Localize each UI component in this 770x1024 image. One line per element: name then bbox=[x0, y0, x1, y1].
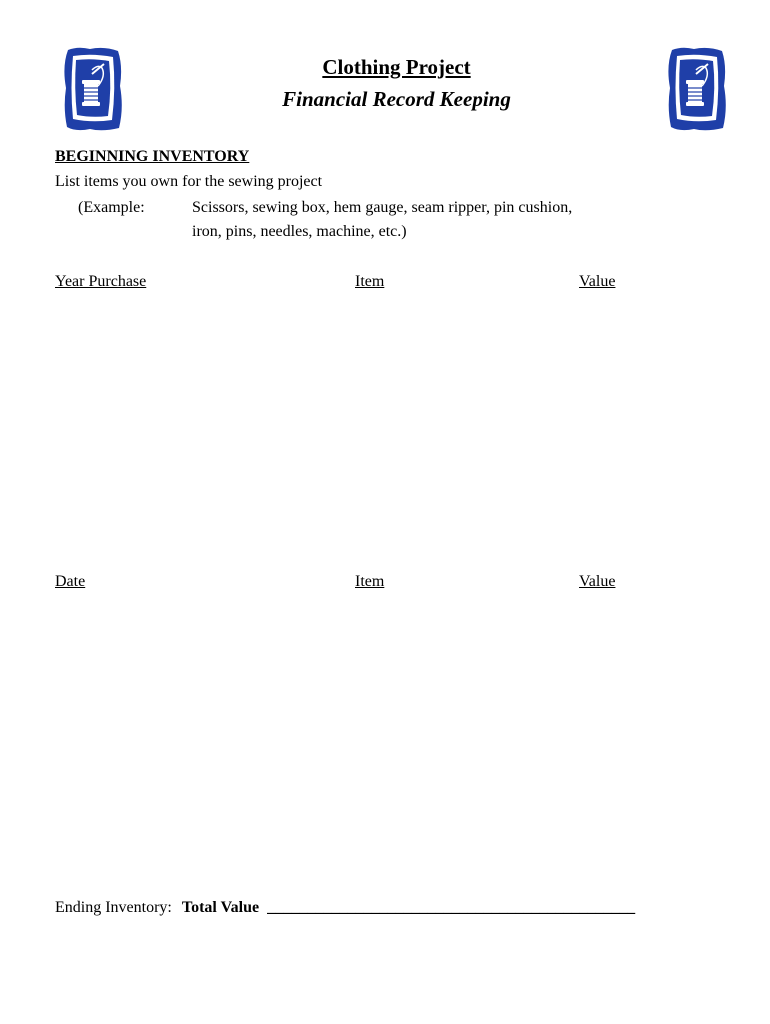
example-label: (Example: bbox=[78, 199, 145, 216]
section-heading: BEGINNING INVENTORY bbox=[55, 148, 250, 165]
ending-inventory-line bbox=[55, 898, 635, 918]
page-title: Clothing Project bbox=[322, 55, 471, 79]
page-subtitle: Financial Record Keeping bbox=[282, 87, 511, 111]
column-header-value: Value bbox=[579, 573, 616, 590]
total-value-blank: ______________________________________________ bbox=[267, 899, 636, 916]
instruction-text: List items you own for the sewing project bbox=[55, 173, 323, 190]
column-header-year-purchase: Year Purchase bbox=[55, 273, 147, 290]
column-header-date: Date bbox=[55, 573, 86, 590]
ending-inventory-label: Ending Inventory: bbox=[55, 899, 172, 916]
column-header-item: Item bbox=[355, 573, 385, 590]
total-value-label: Total Value bbox=[181, 899, 260, 916]
example-line-2: iron, pins, needles, machine, etc.) bbox=[192, 223, 407, 240]
column-header-item: Item bbox=[355, 273, 385, 290]
example-line-1: Scissors, sewing box, hem gauge, seam ripper, pin cushion, bbox=[192, 199, 573, 216]
column-header-value: Value bbox=[579, 273, 616, 290]
